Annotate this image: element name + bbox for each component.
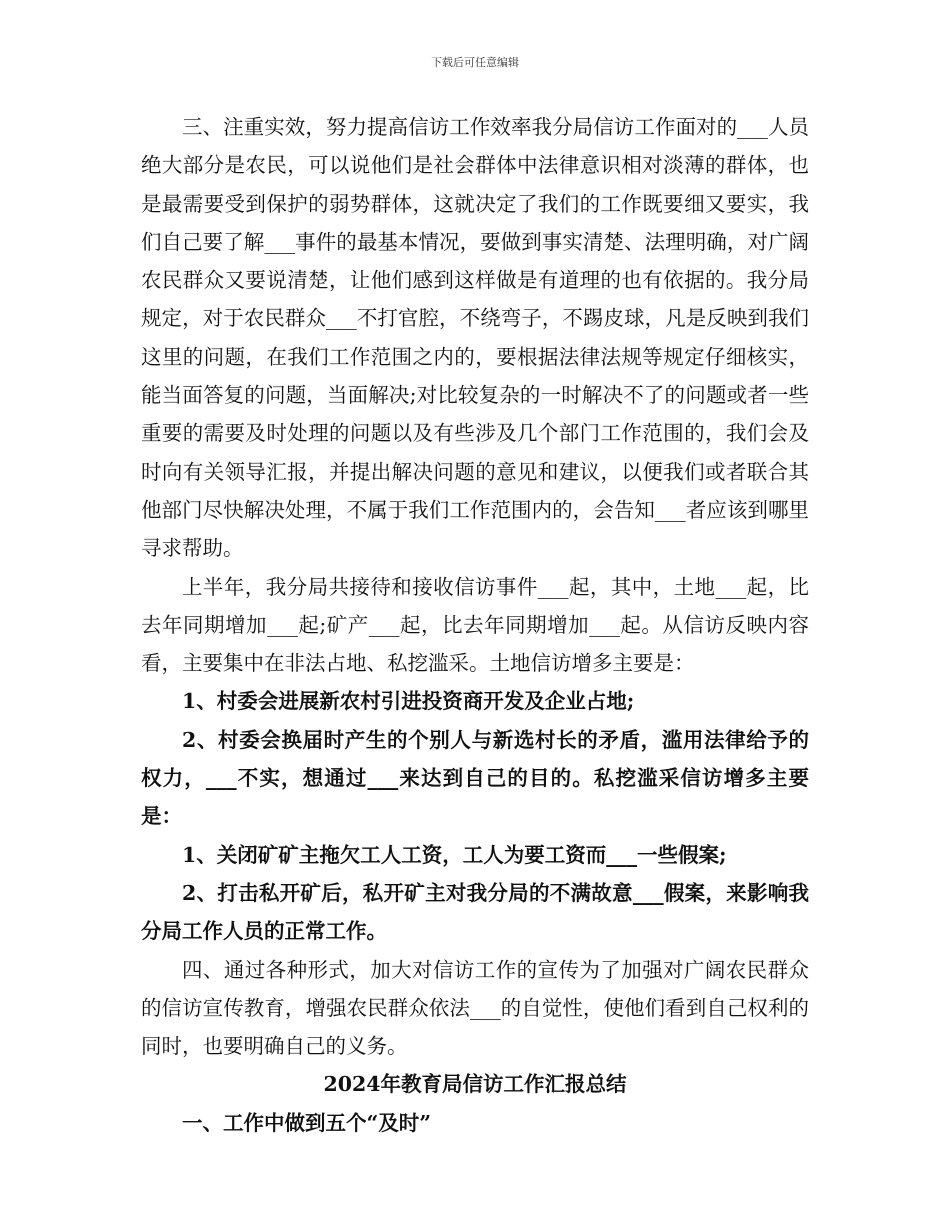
- page-header: 下载后可任意编辑: [431, 56, 519, 69]
- paragraph-publicity: 四、通过各种形式，加大对信访工作的宣传为了加强对广阔农民群众的信访宣传教育，增强农民群众依法___的自觉性，使他们看到自己权利的同时，也要明确自己的义务。: [141, 957, 809, 1059]
- paragraph-statistics: 上半年，我分局共接待和接收信访事件___起，其中，土地___起，比去年同期增加___起;矿产___起，比去年同期增加___起。从信访反映内容看，主要集中在非法占地、私挖滥采。土地信访增多主要是：: [141, 574, 809, 676]
- list-item-mining-1: 1、关闭矿矿主拖欠工人工资，工人为要工资而___一些假案;: [182, 842, 727, 867]
- list-item-mining-2: 2、打击私开矿后，私开矿主对我分局的不满故意___假案，来影响我分局工作人员的正常工作。: [141, 880, 809, 944]
- list-item-land-2: 2、村委会换届时产生的个别人与新选村长的矛盾，滥用法律给予的权力，___不实，想通过___来达到自己的目的。私挖滥采信访增多主要是：: [141, 727, 809, 829]
- section-title: 2024年教育局信访工作汇报总结: [323, 1072, 627, 1097]
- section-subtitle: 一、工作中做到五个“及时”: [182, 1110, 432, 1135]
- list-item-land-1: 1、村委会进展新农村引进投资商开发及企业占地;: [182, 689, 635, 714]
- document-body: [141, 108, 809, 1142]
- paragraph-efficiency: 三、注重实效，努力提高信访工作效率我分局信访工作面对的___人员绝大部分是农民，可以说他们是社会群体中法律意识相对淡薄的群体，也是最需要受到保护的弱势群体，这就决定了我们的工作既要细又要实，我们自己要了解___事件的最基本情况，要做到事实清楚、法理明确，对广阔农民群众又要说清楚，让他们感到这样做是有道理的也有依据的。我分局规定，对于农民群众___不打官腔，不绕弯子，不踢皮球，凡是反映到我们这里的问题，在我们工作范围之内的，要根据法律法规等规定仔细核实，能当面答复的问题，当面解决;对比较复杂的一时解决不了的问题或者一些重要的需要及时处理的问题以及有些涉及几个部门工作范围的，我们会及时向有关领导汇报，并提出解决问题的意见和建议，以便我们或者联合其他部门尽快解决处理，不属于我们工作范围内的，会告知___者应该到哪里寻求帮助。: [141, 115, 809, 561]
